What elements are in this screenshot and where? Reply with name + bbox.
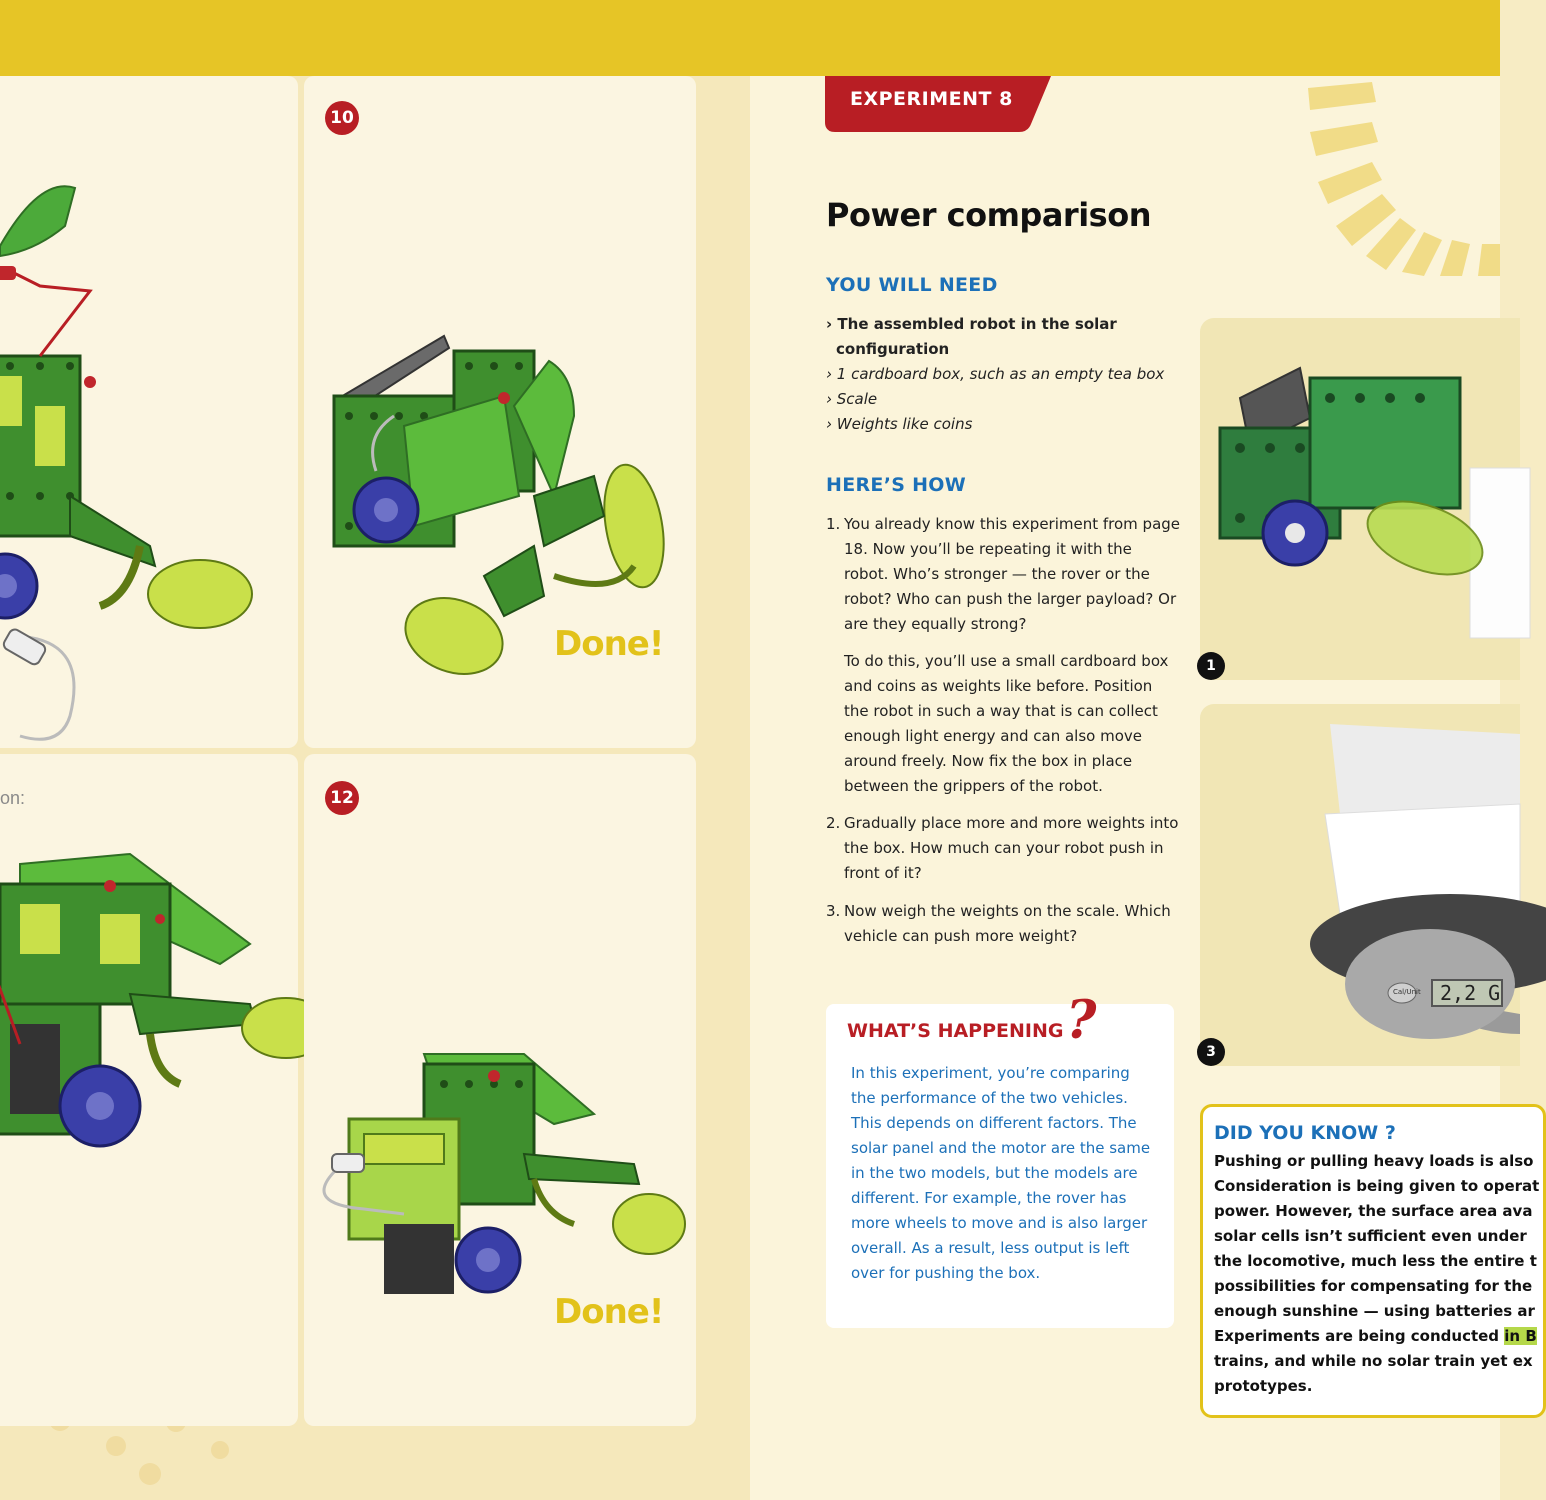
step-2 [826,811,1180,886]
photo-number-badge: 1 [1197,652,1225,680]
photo-robot-with-box [1200,318,1520,680]
step-1-paragraph-2: To do this, you’ll use a small cardboard box and coins as weights like before. Position the robot in such a way that is can collect enough light energy and can also move around freely. Now fix the box in place between the grippers of the robot. [844,652,1169,795]
top-color-band [0,0,1500,76]
done-label: Done! [554,1292,664,1332]
step-text: Now weigh the weights on the scale. Which vehicle can push more weight? [844,902,1171,945]
instruction-panel-9 [0,76,298,748]
step-3 [826,899,1180,949]
cut-off-label: on: [0,788,26,808]
did-you-know-heading: DID YOU KNOW ? [1214,1122,1396,1144]
robot-assembly-illustration [0,76,298,748]
step-number: 1. [826,515,841,533]
robot-photo-illustration [1200,318,1520,680]
text-line: power. However, the surface area ava [1214,1202,1533,1220]
text-line: solar cells isn’t sufficient even under [1214,1227,1527,1245]
instruction-panel-11 [0,754,298,1426]
materials-list [826,312,1186,437]
you-will-need-heading: YOU WILL NEED [826,274,998,296]
scale-photo-illustration [1200,704,1520,1066]
step-text: You already know this experiment from page 18. Now you’ll be repeating it with the robot. Who’s stronger — the rover or the robot? Who can push the larger payload? Or are they equally strong? [844,515,1181,633]
list-item: › 1 cardboard box, such as an empty tea box [826,365,1165,383]
text-line: possibilities for compensating for the [1214,1277,1533,1295]
step-text: Gradually place more and more weights into the box. How much can your robot push in front of it? [844,814,1179,882]
text-line: Pushing or pulling heavy loads is also [1214,1152,1534,1170]
scale-button-label: Cal/Unit [1393,988,1421,996]
scale-display-value: 2,2 G [1440,981,1501,1005]
text-line: trains, and while no solar train yet ex [1214,1352,1533,1370]
step-number-badge: 10 [325,101,359,135]
whats-happening-heading: WHAT’S HAPPENING [847,1020,1064,1042]
text-line: the locomotive, much less the entire t [1214,1252,1537,1270]
instruction-panel-12 [304,754,696,1426]
done-label: Done! [554,624,664,664]
question-mark-icon: ? [1066,990,1097,1051]
whats-happening-text: In this experiment, you’re comparing the performance of the two vehicles. This depends on different factors. The solar panel and the motor are the same in the two models, but the models are different. For example, the rover has more wheels to move and is also larger overall. As a result, less output is left over for pushing the box. [851,1064,1151,1282]
photo-box-on-scale [1200,704,1520,1066]
did-you-know-text [1214,1149,1540,1399]
sun-rays-decoration [1290,76,1500,276]
highlighted-text: in B [1504,1327,1537,1345]
list-item: › Weights like coins [826,415,973,433]
text-fragment: Experiments are being conducted [1214,1327,1500,1345]
text-line: prototypes. [1214,1377,1313,1395]
step-number-badge: 12 [325,781,359,815]
text-line: enough sunshine — using batteries ar [1214,1302,1535,1320]
step-number: 3. [826,902,841,920]
photo-number-badge: 3 [1197,1038,1225,1066]
heres-how-heading: HERE’S HOW [826,474,967,496]
text-line: Consideration is being given to operat [1214,1177,1540,1195]
step-1 [826,512,1181,637]
instruction-panel-10 [304,76,696,748]
step-number: 2. [826,814,841,832]
list-item: › The assembled robot in the solar configuration [826,315,1117,358]
robot-assembly-illustration [0,754,298,1426]
list-item: › Scale [826,390,878,408]
experiment-label: EXPERIMENT 8 [850,88,1013,110]
text-line [1214,1324,1537,1349]
page-title: Power comparison [826,196,1151,234]
